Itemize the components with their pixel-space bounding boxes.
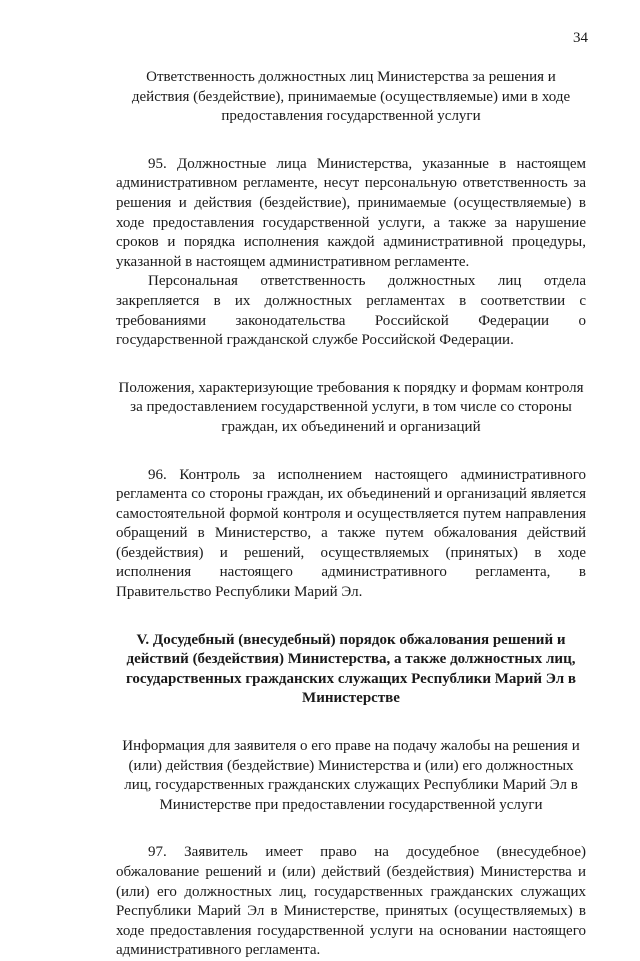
paragraph-95-personal-responsibility: Персональная ответственность должностных лиц отдела закрепляется в их должностных регламентах в соответствии с требованиями законодательства Российской Федерации о государственной гражданской службе Российской Федерации. — [116, 273, 586, 349]
heading-complaint-info: Информация для заявителя о его праве на подачу жалобы на решения и (или) действия (бездействие) Министерства и (или) его должностных лиц, государственных гражданских служащих Республики Марий Эл в Министерстве при предоставлении государственной услуги — [122, 738, 580, 813]
paragraph-97: 97. Заявитель имеет право на досудебное (внесудебное) обжалование решений и (или) действий (бездействия) Министерства и (или) его должностных лиц, государственных гражданских служащих Республики Марий Эл в Министерстве, принятых (осуществляемых) в ходе предоставления государственной услуги на основании настоящего административного регламента. — [116, 844, 586, 959]
paragraph-96: 96. Контроль за исполнением настоящего административного регламента со стороны граждан, их объединений и организаций является самостоятельной формой контроля и осуществляется путем направления обращений в Министерство, а также путем обжалования действий (бездействия) и решений, осуществляемых (принятых) в ходе исполнения настоящего административного регламента, в Правительство Республики Марий Эл. — [116, 466, 586, 601]
document-body — [116, 68, 586, 961]
paragraph-95: 95. Должностные лица Министерства, указанные в настоящем административном регламенте, несут персональную ответственность за решения и действия (бездействие), принимаемые (осуществляемые) в ходе предоставления государственной услуги, а также за нарушение сроков и порядка исполнения каждой административной процедуры, указанной в настоящем административном регламенте. — [116, 155, 586, 270]
page-number: 34 — [573, 30, 588, 46]
heading-control: Положения, характеризующие требования к порядку и формам контроля за предоставлением государственной услуги, в том числе со стороны граждан, их объединений и организаций — [118, 379, 584, 435]
heading-section-v: V. Досудебный (внесудебный) порядок обжалования решений и действий (бездействия) Министерства, а также должностных лиц, государственных гражданских служащих Республики Марий Эл в Министерстве — [125, 631, 577, 707]
heading-responsibility: Ответственность должностных лиц Министерства за решения и действия (бездействие), принимаемые (осуществляемые) ими в ходе предоставления государственной услуги — [131, 69, 571, 125]
